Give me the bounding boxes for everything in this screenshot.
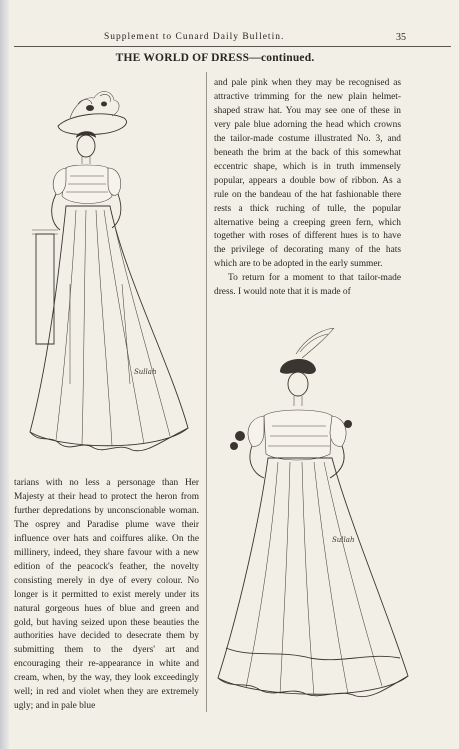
left-column-text — [14, 477, 199, 714]
right-paragraph-1: and pale pink when they may be recognised as attractive trimming for the new plain helmet-shaped straw hat. You may see one of these in very pale blue adorning the head which crowns the tailor-made costume illustrated No. 3, and beneath the brim at the back of this somewhat eccentric shape, which is in truth immensely popular, appears a double bow of ribbon. As a rule on the bandeau of the hat fashionable there rests a thick ruching of tulle, the popular alternative being a creeping green fern, which together with roses of different hues is to have the privilege of decorating many of the hats which are to be adopted in the early summer. — [214, 78, 401, 270]
left-paragraph-1: tarians with no less a personage than Her Majesty at their head to protect the heron from further depredations by unconscionable woman. The osprey and Paradise plume wave their influence over hats and coiffures alike. On the millinery, indeed, they share favour with a new edition of the peacock's feather, the novelty consisting merely in dye of every colour. No longer is it permitted to exist merely under its natural gorgeous hues of blue and green and gold, but having seized upon these beauties the authorities have decided to desecrate them by submitting them to the dyers' art and encouraging their re-appearance in white and cream, when, by the way, they look exceedingly well; in red and violet when they are extremely ugly; and in pale blue — [14, 478, 199, 712]
header-title: Supplement to Cunard Daily Bulletin. — [104, 32, 285, 42]
fashion-illustration-1 — [20, 84, 195, 468]
page-number: 35 — [396, 32, 406, 43]
column-divider — [206, 72, 207, 712]
right-paragraph-2: To return for a moment to that tailor-made dress. I would note that it is made of — [214, 273, 401, 298]
right-column-text — [214, 77, 401, 300]
section-title-text: THE WORLD OF DRESS — [115, 52, 250, 64]
illustration-2-signature: Sullah — [332, 536, 355, 544]
illustration-1-signature: Sullah — [134, 368, 157, 376]
running-header — [14, 30, 451, 47]
page-binding-edge — [0, 0, 9, 749]
fashion-illustration-2 — [210, 328, 414, 712]
section-title-continued: —continued. — [249, 52, 315, 64]
section-title — [20, 52, 410, 64]
